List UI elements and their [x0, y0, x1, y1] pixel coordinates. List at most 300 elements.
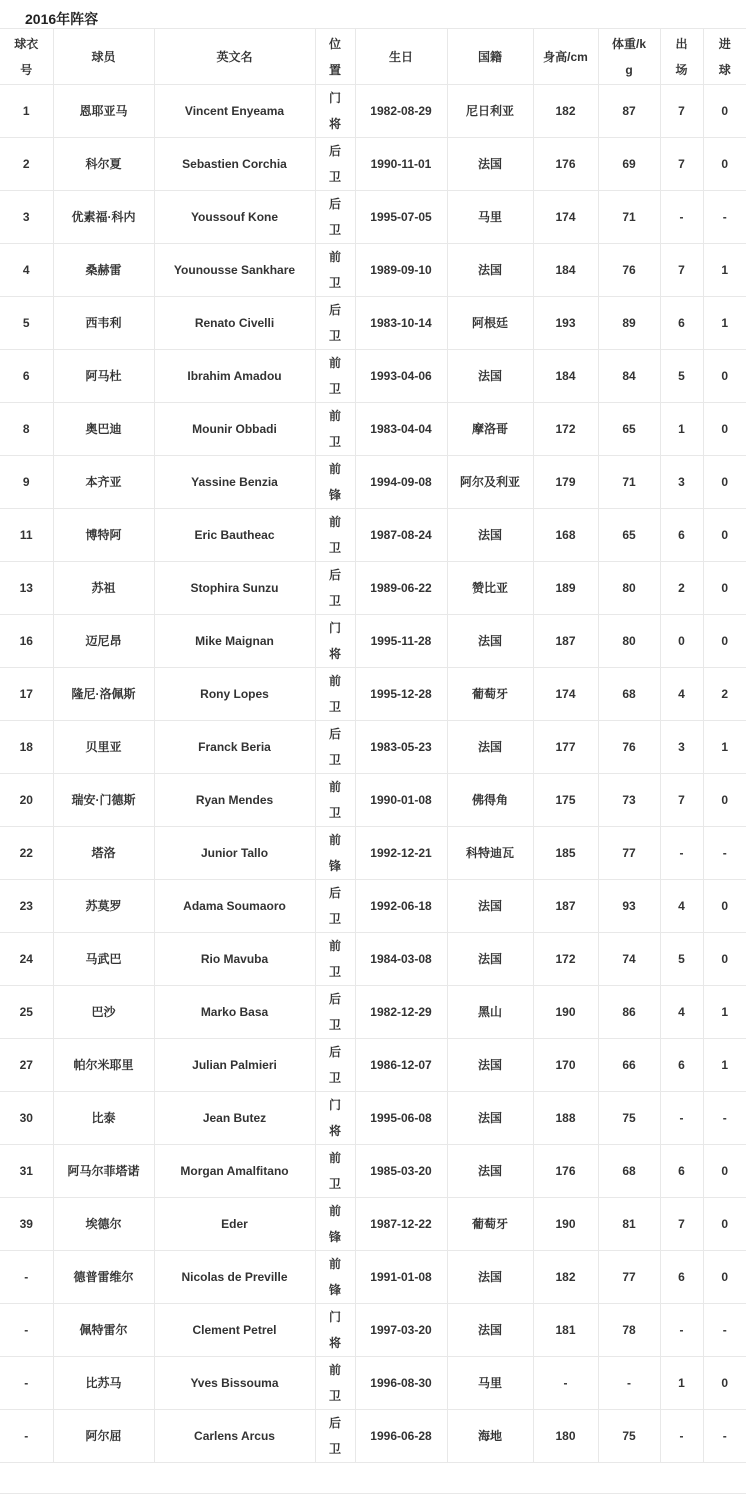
cell-position: 前卫: [315, 509, 355, 562]
table-row: [0, 1357, 746, 1410]
cell-appearances: 1: [660, 403, 703, 456]
cell-jersey-number: -: [0, 1251, 53, 1304]
cell-birthday: 1995-06-08: [355, 1092, 447, 1145]
col-header-position: 位置: [315, 29, 355, 85]
cell-weight: 71: [598, 456, 660, 509]
cell-appearances: 6: [660, 297, 703, 350]
cell-jersey-number: 27: [0, 1039, 53, 1092]
cell-english-name: Mike Maignan: [154, 615, 315, 668]
cell-position: 前锋: [315, 456, 355, 509]
cell-nationality: 阿尔及利亚: [447, 456, 533, 509]
cell-jersey-number: 31: [0, 1145, 53, 1198]
table-row: [0, 827, 746, 880]
cell-jersey-number: -: [0, 1357, 53, 1410]
cell-goals: -: [703, 1304, 746, 1357]
cell-height: 168: [533, 509, 598, 562]
cell-nationality: 法国: [447, 1251, 533, 1304]
cell-english-name: Younousse Sankhare: [154, 244, 315, 297]
cell-weight: 84: [598, 350, 660, 403]
squad-roster-table: [0, 28, 746, 1463]
cell-player-name: 德普雷维尔: [53, 1251, 154, 1304]
table-row: [0, 350, 746, 403]
cell-weight: 76: [598, 244, 660, 297]
cell-jersey-number: -: [0, 1304, 53, 1357]
table-row: [0, 721, 746, 774]
cell-english-name: Clement Petrel: [154, 1304, 315, 1357]
table-body: [0, 85, 746, 1463]
table-row: [0, 986, 746, 1039]
cell-position: 后卫: [315, 986, 355, 1039]
cell-birthday: 1990-01-08: [355, 774, 447, 827]
cell-weight: 77: [598, 1251, 660, 1304]
cell-height: 182: [533, 85, 598, 138]
cell-birthday: 1996-06-28: [355, 1410, 447, 1463]
cell-weight: 81: [598, 1198, 660, 1251]
cell-weight: -: [598, 1357, 660, 1410]
cell-jersey-number: 17: [0, 668, 53, 721]
cell-appearances: -: [660, 1304, 703, 1357]
cell-english-name: Eric Bautheac: [154, 509, 315, 562]
table-row: [0, 1145, 746, 1198]
cell-weight: 69: [598, 138, 660, 191]
cell-goals: 0: [703, 562, 746, 615]
cell-goals: 0: [703, 880, 746, 933]
cell-weight: 65: [598, 509, 660, 562]
cell-position: 门将: [315, 1304, 355, 1357]
cell-nationality: 阿根廷: [447, 297, 533, 350]
cell-nationality: 赞比亚: [447, 562, 533, 615]
cell-height: 184: [533, 244, 598, 297]
cell-position: 后卫: [315, 191, 355, 244]
cell-height: 176: [533, 1145, 598, 1198]
cell-english-name: Sebastien Corchia: [154, 138, 315, 191]
cell-birthday: 1984-03-08: [355, 933, 447, 986]
cell-player-name: 佩特雷尔: [53, 1304, 154, 1357]
cell-weight: 75: [598, 1092, 660, 1145]
cell-birthday: 1995-11-28: [355, 615, 447, 668]
cell-goals: 0: [703, 1357, 746, 1410]
cell-jersey-number: 22: [0, 827, 53, 880]
cell-position: 后卫: [315, 297, 355, 350]
cell-birthday: 1983-10-14: [355, 297, 447, 350]
cell-position: 后卫: [315, 138, 355, 191]
cell-height: 180: [533, 1410, 598, 1463]
cell-appearances: 7: [660, 1198, 703, 1251]
cell-height: 174: [533, 191, 598, 244]
cell-english-name: Yassine Benzia: [154, 456, 315, 509]
page-title: 2016年阵容: [25, 11, 99, 27]
cell-birthday: 1982-08-29: [355, 85, 447, 138]
col-header-appearances: 出场: [660, 29, 703, 85]
cell-birthday: 1983-05-23: [355, 721, 447, 774]
cell-appearances: 6: [660, 1251, 703, 1304]
cell-position: 前卫: [315, 1145, 355, 1198]
cell-jersey-number: 30: [0, 1092, 53, 1145]
table-row: [0, 933, 746, 986]
cell-player-name: 优素福·科内: [53, 191, 154, 244]
cell-position: 前锋: [315, 827, 355, 880]
table-row: [0, 880, 746, 933]
cell-birthday: 1990-11-01: [355, 138, 447, 191]
cell-nationality: 法国: [447, 244, 533, 297]
cell-goals: 0: [703, 615, 746, 668]
cell-jersey-number: 18: [0, 721, 53, 774]
cell-jersey-number: 2: [0, 138, 53, 191]
cell-appearances: 3: [660, 721, 703, 774]
cell-nationality: 法国: [447, 138, 533, 191]
cell-nationality: 法国: [447, 1039, 533, 1092]
cell-jersey-number: 6: [0, 350, 53, 403]
cell-player-name: 苏莫罗: [53, 880, 154, 933]
table-row: [0, 774, 746, 827]
col-header-nationality: 国籍: [447, 29, 533, 85]
cell-height: 185: [533, 827, 598, 880]
cell-player-name: 迈尼昂: [53, 615, 154, 668]
cell-jersey-number: 20: [0, 774, 53, 827]
cell-appearances: 7: [660, 774, 703, 827]
cell-position: 门将: [315, 1092, 355, 1145]
cell-position: 后卫: [315, 1410, 355, 1463]
cell-goals: 1: [703, 1039, 746, 1092]
cell-appearances: 1: [660, 1357, 703, 1410]
cell-appearances: 6: [660, 1145, 703, 1198]
cell-player-name: 埃德尔: [53, 1198, 154, 1251]
cell-nationality: 法国: [447, 1304, 533, 1357]
cell-english-name: Franck Beria: [154, 721, 315, 774]
table-header: [0, 29, 746, 85]
cell-weight: 75: [598, 1410, 660, 1463]
col-header-height: 身高/cm: [533, 29, 598, 85]
cell-birthday: 1992-06-18: [355, 880, 447, 933]
cell-weight: 71: [598, 191, 660, 244]
cell-english-name: Yves Bissouma: [154, 1357, 315, 1410]
cell-nationality: 葡萄牙: [447, 668, 533, 721]
cell-height: 172: [533, 933, 598, 986]
cell-position: 门将: [315, 615, 355, 668]
table-row: [0, 403, 746, 456]
cell-appearances: 5: [660, 350, 703, 403]
cell-weight: 68: [598, 668, 660, 721]
cell-goals: 0: [703, 1145, 746, 1198]
cell-player-name: 博特阿: [53, 509, 154, 562]
cell-nationality: 科特迪瓦: [447, 827, 533, 880]
cell-nationality: 法国: [447, 721, 533, 774]
cell-goals: 1: [703, 297, 746, 350]
cell-appearances: 7: [660, 244, 703, 297]
cell-player-name: 比苏马: [53, 1357, 154, 1410]
cell-goals: -: [703, 1410, 746, 1463]
cell-appearances: -: [660, 1410, 703, 1463]
col-header-goals: 进球: [703, 29, 746, 85]
cell-english-name: Ibrahim Amadou: [154, 350, 315, 403]
cell-player-name: 巴沙: [53, 986, 154, 1039]
table-row: [0, 85, 746, 138]
cell-birthday: 1996-08-30: [355, 1357, 447, 1410]
cell-height: 182: [533, 1251, 598, 1304]
table-row: [0, 244, 746, 297]
cell-jersey-number: -: [0, 1410, 53, 1463]
cell-height: 193: [533, 297, 598, 350]
cell-position: 门将: [315, 85, 355, 138]
cell-position: 后卫: [315, 562, 355, 615]
cell-height: 184: [533, 350, 598, 403]
cell-appearances: 3: [660, 456, 703, 509]
cell-weight: 73: [598, 774, 660, 827]
cell-position: 前卫: [315, 933, 355, 986]
cell-goals: -: [703, 1092, 746, 1145]
cell-birthday: 1995-12-28: [355, 668, 447, 721]
header-row: [0, 29, 746, 85]
cell-nationality: 法国: [447, 933, 533, 986]
cell-weight: 78: [598, 1304, 660, 1357]
cell-jersey-number: 16: [0, 615, 53, 668]
cell-birthday: 1987-12-22: [355, 1198, 447, 1251]
cell-player-name: 阿马杜: [53, 350, 154, 403]
cell-weight: 89: [598, 297, 660, 350]
cell-position: 前卫: [315, 1357, 355, 1410]
cell-jersey-number: 39: [0, 1198, 53, 1251]
cell-nationality: 法国: [447, 509, 533, 562]
cell-height: 190: [533, 986, 598, 1039]
cell-weight: 87: [598, 85, 660, 138]
table-row: [0, 1251, 746, 1304]
cell-goals: 1: [703, 244, 746, 297]
cell-nationality: 黑山: [447, 986, 533, 1039]
cell-nationality: 海地: [447, 1410, 533, 1463]
cell-english-name: Stophira Sunzu: [154, 562, 315, 615]
cell-jersey-number: 24: [0, 933, 53, 986]
table-row: [0, 1092, 746, 1145]
cell-birthday: 1982-12-29: [355, 986, 447, 1039]
cell-position: 后卫: [315, 880, 355, 933]
cell-height: 172: [533, 403, 598, 456]
cell-weight: 65: [598, 403, 660, 456]
cell-height: 187: [533, 880, 598, 933]
cell-jersey-number: 3: [0, 191, 53, 244]
cell-height: 175: [533, 774, 598, 827]
cell-position: 前卫: [315, 668, 355, 721]
cell-player-name: 马武巴: [53, 933, 154, 986]
cell-birthday: 1983-04-04: [355, 403, 447, 456]
table-row: [0, 509, 746, 562]
table-row: [0, 615, 746, 668]
cell-birthday: 1985-03-20: [355, 1145, 447, 1198]
cell-player-name: 本齐亚: [53, 456, 154, 509]
cell-english-name: Mounir Obbadi: [154, 403, 315, 456]
cell-position: 前卫: [315, 403, 355, 456]
cell-player-name: 塔洛: [53, 827, 154, 880]
cell-english-name: Rony Lopes: [154, 668, 315, 721]
cell-weight: 68: [598, 1145, 660, 1198]
cell-jersey-number: 1: [0, 85, 53, 138]
cell-english-name: Eder: [154, 1198, 315, 1251]
cell-appearances: 2: [660, 562, 703, 615]
col-header-weight: 体重/kg: [598, 29, 660, 85]
cell-height: 187: [533, 615, 598, 668]
cell-nationality: 法国: [447, 880, 533, 933]
cell-goals: -: [703, 191, 746, 244]
cell-weight: 74: [598, 933, 660, 986]
cell-player-name: 西韦利: [53, 297, 154, 350]
footer-strip: [0, 1463, 746, 1494]
cell-height: 177: [533, 721, 598, 774]
cell-appearances: 6: [660, 1039, 703, 1092]
cell-goals: 0: [703, 138, 746, 191]
cell-english-name: Marko Basa: [154, 986, 315, 1039]
cell-goals: 0: [703, 774, 746, 827]
cell-position: 后卫: [315, 1039, 355, 1092]
cell-position: 前锋: [315, 1198, 355, 1251]
cell-english-name: Rio Mavuba: [154, 933, 315, 986]
cell-height: 179: [533, 456, 598, 509]
cell-birthday: 1995-07-05: [355, 191, 447, 244]
cell-player-name: 桑赫雷: [53, 244, 154, 297]
table-row: [0, 1410, 746, 1463]
cell-weight: 76: [598, 721, 660, 774]
table-row: [0, 297, 746, 350]
cell-jersey-number: 4: [0, 244, 53, 297]
cell-english-name: Julian Palmieri: [154, 1039, 315, 1092]
cell-jersey-number: 9: [0, 456, 53, 509]
cell-position: 前锋: [315, 1251, 355, 1304]
cell-english-name: Youssouf Kone: [154, 191, 315, 244]
cell-appearances: 6: [660, 509, 703, 562]
cell-english-name: Vincent Enyeama: [154, 85, 315, 138]
cell-nationality: 葡萄牙: [447, 1198, 533, 1251]
cell-height: 176: [533, 138, 598, 191]
cell-nationality: 马里: [447, 191, 533, 244]
cell-player-name: 贝里亚: [53, 721, 154, 774]
table-row: [0, 562, 746, 615]
cell-goals: 0: [703, 933, 746, 986]
cell-jersey-number: 23: [0, 880, 53, 933]
cell-jersey-number: 25: [0, 986, 53, 1039]
cell-jersey-number: 5: [0, 297, 53, 350]
cell-player-name: 帕尔米耶里: [53, 1039, 154, 1092]
cell-appearances: 4: [660, 880, 703, 933]
col-header-birthday: 生日: [355, 29, 447, 85]
cell-jersey-number: 13: [0, 562, 53, 615]
cell-goals: 0: [703, 1251, 746, 1304]
cell-goals: 0: [703, 1198, 746, 1251]
cell-goals: 0: [703, 85, 746, 138]
cell-appearances: -: [660, 1092, 703, 1145]
table-row: [0, 138, 746, 191]
cell-weight: 66: [598, 1039, 660, 1092]
table-row: [0, 668, 746, 721]
cell-nationality: 法国: [447, 1092, 533, 1145]
cell-nationality: 法国: [447, 615, 533, 668]
cell-appearances: 7: [660, 85, 703, 138]
cell-player-name: 科尔夏: [53, 138, 154, 191]
cell-appearances: -: [660, 191, 703, 244]
cell-appearances: -: [660, 827, 703, 880]
cell-birthday: 1993-04-06: [355, 350, 447, 403]
table-row: [0, 456, 746, 509]
cell-goals: -: [703, 827, 746, 880]
cell-height: 181: [533, 1304, 598, 1357]
table-row: [0, 1198, 746, 1251]
cell-birthday: 1987-08-24: [355, 509, 447, 562]
cell-nationality: 尼日利亚: [447, 85, 533, 138]
cell-goals: 1: [703, 721, 746, 774]
cell-english-name: Carlens Arcus: [154, 1410, 315, 1463]
cell-nationality: 法国: [447, 1145, 533, 1198]
cell-appearances: 5: [660, 933, 703, 986]
cell-jersey-number: 11: [0, 509, 53, 562]
cell-appearances: 4: [660, 668, 703, 721]
cell-weight: 80: [598, 615, 660, 668]
cell-weight: 80: [598, 562, 660, 615]
cell-nationality: 法国: [447, 350, 533, 403]
cell-goals: 0: [703, 350, 746, 403]
cell-goals: 1: [703, 986, 746, 1039]
cell-birthday: 1991-01-08: [355, 1251, 447, 1304]
cell-goals: 0: [703, 509, 746, 562]
col-header-player-name: 球员: [53, 29, 154, 85]
cell-nationality: 马里: [447, 1357, 533, 1410]
cell-birthday: 1994-09-08: [355, 456, 447, 509]
cell-nationality: 佛得角: [447, 774, 533, 827]
cell-english-name: Ryan Mendes: [154, 774, 315, 827]
cell-height: 188: [533, 1092, 598, 1145]
cell-position: 前卫: [315, 774, 355, 827]
cell-player-name: 瑞安·门德斯: [53, 774, 154, 827]
cell-position: 前卫: [315, 244, 355, 297]
cell-goals: 2: [703, 668, 746, 721]
cell-nationality: 摩洛哥: [447, 403, 533, 456]
cell-english-name: Nicolas de Preville: [154, 1251, 315, 1304]
cell-english-name: Adama Soumaoro: [154, 880, 315, 933]
table-row: [0, 1304, 746, 1357]
cell-birthday: 1989-06-22: [355, 562, 447, 615]
cell-player-name: 苏祖: [53, 562, 154, 615]
cell-appearances: 4: [660, 986, 703, 1039]
cell-appearances: 7: [660, 138, 703, 191]
cell-english-name: Jean Butez: [154, 1092, 315, 1145]
cell-appearances: 0: [660, 615, 703, 668]
cell-position: 后卫: [315, 721, 355, 774]
cell-birthday: 1992-12-21: [355, 827, 447, 880]
cell-goals: 0: [703, 403, 746, 456]
cell-weight: 77: [598, 827, 660, 880]
cell-height: -: [533, 1357, 598, 1410]
cell-player-name: 恩耶亚马: [53, 85, 154, 138]
cell-player-name: 阿尔屈: [53, 1410, 154, 1463]
cell-height: 174: [533, 668, 598, 721]
cell-weight: 86: [598, 986, 660, 1039]
cell-goals: 0: [703, 456, 746, 509]
cell-player-name: 阿马尔菲塔诺: [53, 1145, 154, 1198]
col-header-jersey-number: 球衣号: [0, 29, 53, 85]
table-row: [0, 191, 746, 244]
cell-english-name: Junior Tallo: [154, 827, 315, 880]
cell-birthday: 1986-12-07: [355, 1039, 447, 1092]
cell-position: 前卫: [315, 350, 355, 403]
table-row: [0, 1039, 746, 1092]
cell-jersey-number: 8: [0, 403, 53, 456]
cell-height: 190: [533, 1198, 598, 1251]
cell-player-name: 比泰: [53, 1092, 154, 1145]
cell-birthday: 1997-03-20: [355, 1304, 447, 1357]
cell-weight: 93: [598, 880, 660, 933]
col-header-english-name: 英文名: [154, 29, 315, 85]
cell-birthday: 1989-09-10: [355, 244, 447, 297]
cell-player-name: 奥巴迪: [53, 403, 154, 456]
cell-height: 170: [533, 1039, 598, 1092]
cell-player-name: 隆尼·洛佩斯: [53, 668, 154, 721]
cell-english-name: Renato Civelli: [154, 297, 315, 350]
